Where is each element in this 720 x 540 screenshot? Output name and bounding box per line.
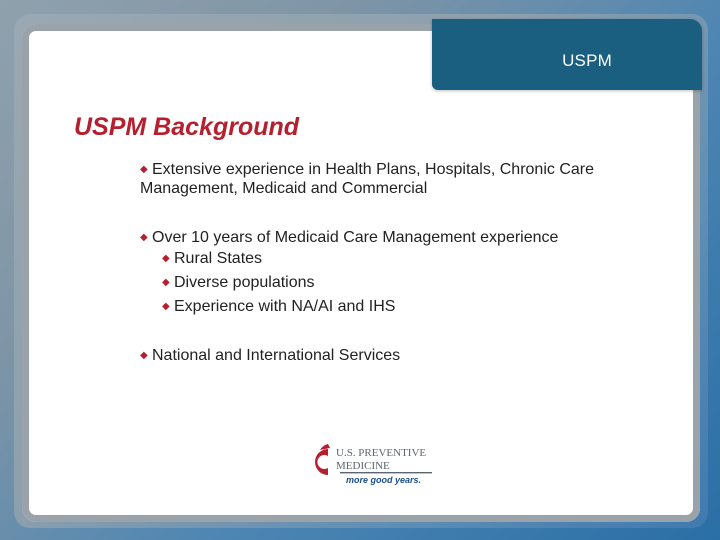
- sub-bullet-list: [140, 247, 640, 319]
- diamond-bullet-icon: ◆: [140, 350, 148, 361]
- bullet-item: ◆ National and International Services: [140, 347, 401, 364]
- diamond-bullet-icon: ◆: [140, 232, 148, 243]
- diamond-bullet-icon: ◆: [140, 164, 148, 175]
- sub-bullet-item: ◆ Rural States: [162, 247, 640, 271]
- bullet-item: ◆ Over 10 years of Medicaid Care Management experience: [140, 229, 559, 246]
- diamond-bullet-icon: ◆: [162, 301, 170, 312]
- logo-line-1: U.S. PREVENTIVE: [336, 447, 427, 459]
- header-label: USPM: [562, 51, 612, 70]
- diamond-bullet-icon: ◆: [162, 253, 170, 264]
- sub-bullet-item: ◆ Experience with NA/AI and IHS: [162, 295, 640, 319]
- slide-title: USPM Background: [74, 113, 300, 141]
- diamond-bullet-icon: ◆: [162, 277, 170, 288]
- logo-line-2: MEDICINE: [336, 460, 390, 472]
- bullet-item: ◆ Extensive experience in Health Plans, Hospitals, Chronic Care Management, Medicaid and Commercial: [140, 161, 594, 197]
- bullet-list: [140, 160, 640, 365]
- uspm-logo: [306, 441, 436, 487]
- sub-bullet-item: ◆ Diverse populations: [162, 271, 640, 295]
- logo-mark-icon: [315, 449, 328, 475]
- logo-tagline: more good years.: [346, 475, 422, 485]
